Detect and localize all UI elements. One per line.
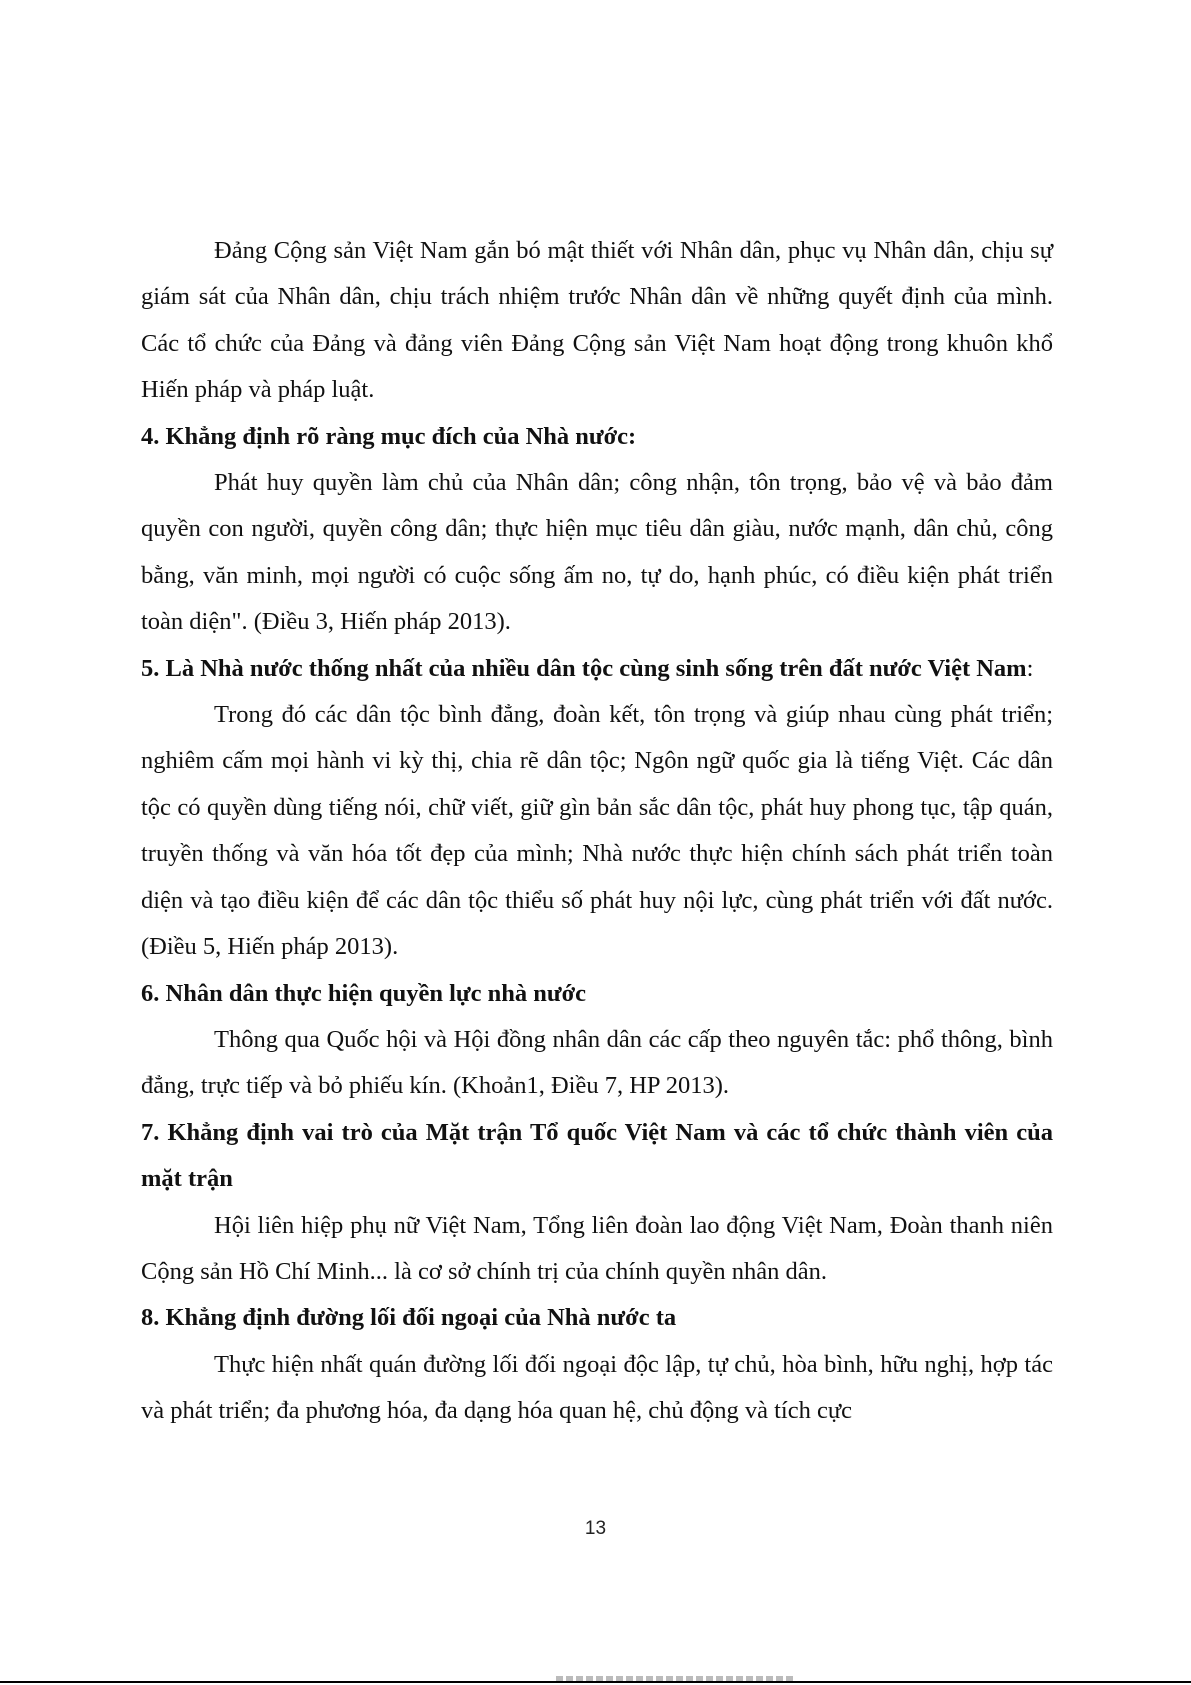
heading-foreign-policy: 8. Khẳng định đường lối đối ngoại của Nhà nước ta [141,1304,677,1332]
heading-unified-state-text: 5. Là Nhà nước thống nhất của nhiều dân tộc cùng sinh sống trên đất nước Việt Nam [141,654,1027,682]
paragraph-ethnic-groups: Trong đó các dân tộc bình đẳng, đoàn kết, tôn trọng và giúp nhau cùng phát triển; nghiêm cấm mọi hành vi kỳ thị, chia rẽ dân tộc; Ngôn ngữ quốc gia là tiếng Việt. Các dân tộc có quyền dùng tiếng nói, chữ viết, giữ gìn bản sắc dân tộc, phát huy phong tục, tập quán, truyền thống và văn hóa tốt đẹp của mình; Nhà nước thực hiện chính sách phát triển toàn diện và tạo điều kiện để các dân tộc thiểu số phát huy nội lực, cùng phát triển với đất nước. (Điều 5, Hiến pháp 2013). [141,701,1053,961]
paragraph-party-role: Đảng Cộng sản Việt Nam gắn bó mật thiết với Nhân dân, phục vụ Nhân dân, chịu sự giám sát của Nhân dân, chịu trách nhiệm trước Nhân dân về những quyết định của mình. Các tổ chức của Đảng và đảng viên Đảng Cộng sản Việt Nam hoạt động trong khuôn khổ Hiến pháp và pháp luật. [141,237,1053,404]
heading-state-purpose: 4. Khẳng định rõ ràng mục đích của Nhà nước: [141,422,637,450]
heading-unified-state [141,646,1053,692]
page-number: 13 [584,1518,607,1539]
document-body [141,228,1053,1435]
paragraph-fatherland-front: Hội liên hiệp phụ nữ Việt Nam, Tổng liên đoàn lao động Việt Nam, Đoàn thanh niên Cộng sản Hồ Chí Minh... là cơ sở chính trị của chính quyền nhân dân. [141,1211,1053,1285]
heading-fatherland-front: 7. Khẳng định vai trò của Mặt trận Tổ quốc Việt Nam và các tổ chức thành viên của mặt trận [141,1118,1053,1193]
paragraph-state-purpose: Phát huy quyền làm chủ của Nhân dân; công nhận, tôn trọng, bảo vệ và bảo đảm quyền con người, quyền công dân; thực hiện mục tiêu dân giàu, nước mạnh, dân chủ, công bằng, văn minh, mọi người có cuộc sống ấm no, tự do, hạnh phúc, có điều kiện phát triển toàn diện". (Điều 3, Hiến pháp 2013). [141,469,1053,636]
heading-people-power: 6. Nhân dân thực hiện quyền lực nhà nước [141,979,587,1007]
paragraph-foreign-policy: Thực hiện nhất quán đường lối đối ngoại độc lập, tự chủ, hòa bình, hữu nghị, hợp tác và phát triển; đa phương hóa, đa dạng hóa quan hệ, chủ động và tích cực [141,1350,1053,1425]
paragraph-people-power: Thông qua Quốc hội và Hội đồng nhân dân các cấp theo nguyên tắc: phổ thông, bình đẳng, trực tiếp và bỏ phiếu kín. (Khoản1, Điều 7, HP 2013). [141,1025,1053,1100]
heading-unified-state-colon: : [1026,654,1034,682]
bottom-rule [0,1681,1191,1683]
